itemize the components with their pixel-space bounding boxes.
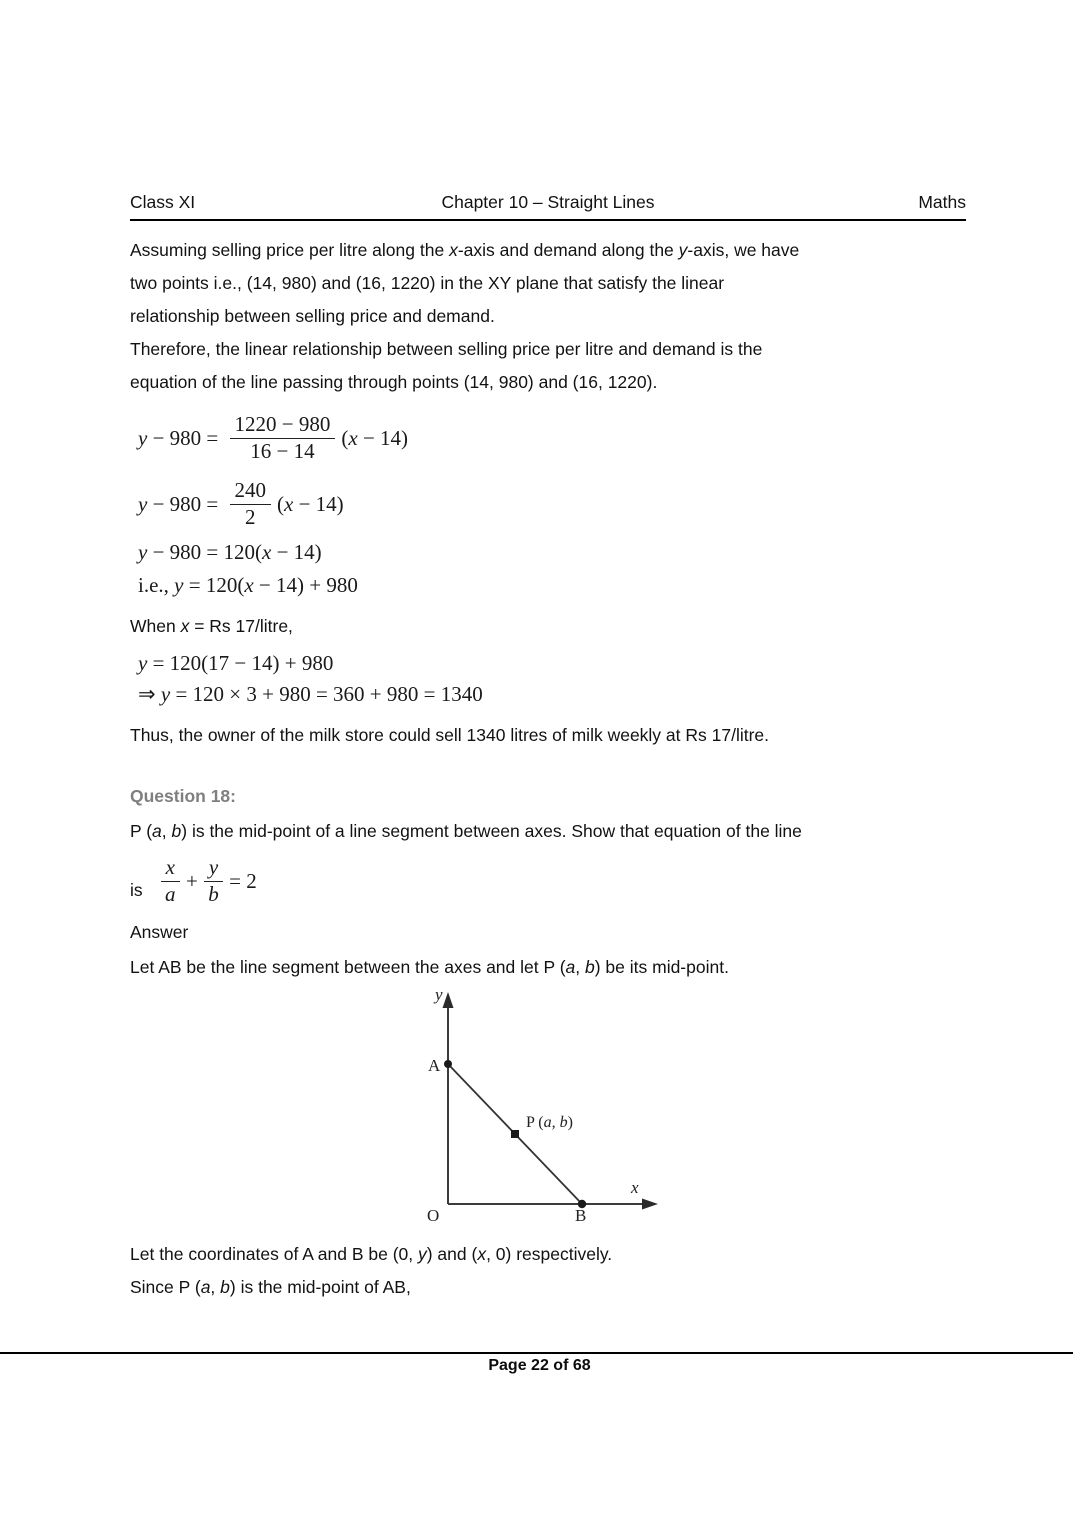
equation-final-form	[138, 573, 966, 598]
math-var-y: y	[678, 240, 688, 260]
text-segment: = 120(	[183, 573, 245, 598]
text-segment: ) be its mid-point.	[594, 957, 729, 978]
equation-lhs	[138, 426, 224, 451]
fraction-numerator: 240	[230, 479, 272, 505]
page-number: Page 22 of 68	[488, 1357, 591, 1374]
math-var-x: x	[244, 573, 254, 598]
text-line: Therefore, the linear relationship between selling price per litre and demand is the	[130, 339, 763, 359]
text-segment: Let the coordinates of A and B be (0,	[130, 1244, 418, 1265]
text-segment: − 14)	[293, 491, 344, 516]
y-axis-label: y	[435, 985, 443, 1005]
fraction-numerator: 1220 − 980	[230, 413, 336, 439]
text-segment: = 120(17 − 14) + 980	[147, 651, 334, 676]
text-line: two points i.e., (14, 980) and (16, 1220) in the XY plane that satisfy the linear	[130, 273, 725, 293]
equation-point-slope	[138, 413, 966, 463]
text-segment: -axis and demand along the	[457, 240, 679, 260]
point-p-dot	[511, 1130, 519, 1138]
text-segment: ,	[210, 1277, 221, 1298]
fraction-y-over-b	[204, 856, 223, 906]
text-segment: ) and (	[426, 1244, 478, 1265]
text-segment: ) is the mid-point of AB,	[229, 1277, 411, 1298]
equation-rhs	[277, 492, 344, 517]
math-var-y: y	[160, 682, 171, 707]
conclusion-line: Thus, the owner of the milk store could sell 1340 litres of milk weekly at Rs 17/litre.	[130, 725, 770, 746]
math-var-y: y	[138, 425, 148, 450]
text-segment: P (	[130, 821, 153, 842]
page-header	[130, 192, 966, 221]
fraction-denominator: a	[165, 881, 176, 906]
fraction-denominator: 2	[245, 504, 256, 529]
intercept-form-equation	[161, 856, 257, 906]
fraction	[230, 413, 336, 463]
math-var-x: x	[477, 1244, 487, 1265]
math-var-x: x	[449, 240, 458, 260]
point-p-label-vars: a, b	[543, 1114, 568, 1132]
equation-simplified-fraction	[138, 479, 966, 529]
point-p-label	[526, 1114, 573, 1131]
fraction-numerator: y	[204, 856, 223, 882]
text-segment: Let AB be the line segment between the axes and let P (	[130, 957, 566, 978]
equation-lhs	[138, 492, 224, 517]
is-word: is	[130, 879, 143, 900]
x-axis-label: x	[631, 1178, 639, 1198]
text-segment: ,	[575, 957, 585, 978]
text-segment: , 0) respectively.	[486, 1244, 613, 1265]
math-var-y: y	[138, 491, 148, 516]
footer-divider	[0, 1352, 1073, 1354]
point-a-dot	[444, 1060, 452, 1068]
math-var-x: x	[180, 616, 190, 637]
math-var-x: x	[284, 491, 294, 516]
text-segment: i.e.,	[138, 573, 175, 598]
fraction-numerator: x	[161, 856, 180, 882]
math-var-a: a	[200, 1277, 211, 1298]
math-var-x: x	[262, 540, 272, 565]
equation-slope-120	[138, 540, 966, 565]
intro-paragraph	[130, 234, 966, 399]
since-line	[130, 1271, 966, 1304]
text-segment: − 14)	[357, 425, 409, 450]
equals-two: = 2	[229, 868, 257, 893]
text-segment: ,	[161, 821, 172, 842]
header-chapter-title: Chapter 10 – Straight Lines	[441, 192, 655, 212]
math-var-y: y	[174, 573, 184, 598]
plus-sign: +	[185, 868, 198, 893]
text-segment: − 980 =	[147, 425, 224, 450]
math-var-y: y	[138, 651, 148, 676]
header-class-label: Class XI	[130, 192, 196, 212]
page-content	[130, 192, 966, 1304]
fraction-x-over-a	[161, 856, 180, 906]
math-var-y: y	[138, 540, 148, 565]
question-18-heading: Question 18:	[130, 786, 236, 807]
text-segment: (	[341, 425, 349, 450]
point-b-label: B	[575, 1206, 587, 1226]
text-segment: -axis, we have	[687, 240, 800, 260]
text-segment: When	[130, 616, 181, 637]
fraction-denominator: b	[208, 881, 219, 906]
text-segment: − 980 =	[147, 491, 224, 516]
fraction	[230, 479, 272, 529]
text-segment: Assuming selling price per litre along the	[130, 240, 450, 260]
math-var-a: a	[565, 957, 576, 978]
math-var-y: y	[417, 1244, 427, 1265]
text-segment: ) is the mid-point of a line segment between axes. Show that equation of the line	[181, 821, 802, 842]
text-line: equation of the line passing through points (14, 980) and (16, 1220).	[130, 372, 658, 392]
text-line	[130, 234, 966, 267]
geometry-figure	[408, 984, 670, 1236]
text-line: relationship between selling price and demand.	[130, 306, 495, 326]
x-axis-arrowhead-icon	[642, 1199, 658, 1210]
equation-rhs	[341, 426, 408, 451]
math-var-x: x	[348, 425, 358, 450]
when-condition-line	[130, 610, 966, 643]
math-var-b: b	[171, 821, 182, 842]
math-var-b: b	[585, 957, 595, 978]
y-axis-arrowhead-icon	[443, 992, 454, 1008]
question-18-text	[130, 815, 966, 848]
text-segment: − 14) + 980	[253, 573, 358, 598]
equation-result-1340	[138, 682, 966, 707]
math-var-b: b	[220, 1277, 230, 1298]
text-segment: = Rs 17/litre,	[189, 616, 293, 637]
point-p-label-prefix: P (	[526, 1114, 544, 1132]
origin-label: O	[427, 1206, 440, 1226]
text-segment: (	[277, 491, 285, 516]
question-18-equation-row	[130, 856, 966, 906]
text-segment: − 980 = 120(	[147, 540, 263, 565]
math-var-a: a	[152, 821, 162, 842]
point-p-label-suffix: )	[567, 1114, 573, 1132]
implies-arrow: ⇒	[138, 682, 161, 707]
text-segment: Since P (	[130, 1277, 201, 1298]
text-segment: − 14)	[271, 540, 322, 565]
text-segment: = 120 × 3 + 980 = 360 + 980 = 1340	[170, 682, 483, 707]
fraction-denominator: 16 − 14	[250, 438, 315, 463]
answer-label: Answer	[130, 922, 189, 943]
equation-substitute-17	[138, 651, 966, 676]
header-subject-label: Maths	[918, 192, 966, 212]
answer-text-line	[130, 951, 966, 984]
point-a-label: A	[428, 1056, 441, 1076]
coordinates-line	[130, 1238, 966, 1271]
